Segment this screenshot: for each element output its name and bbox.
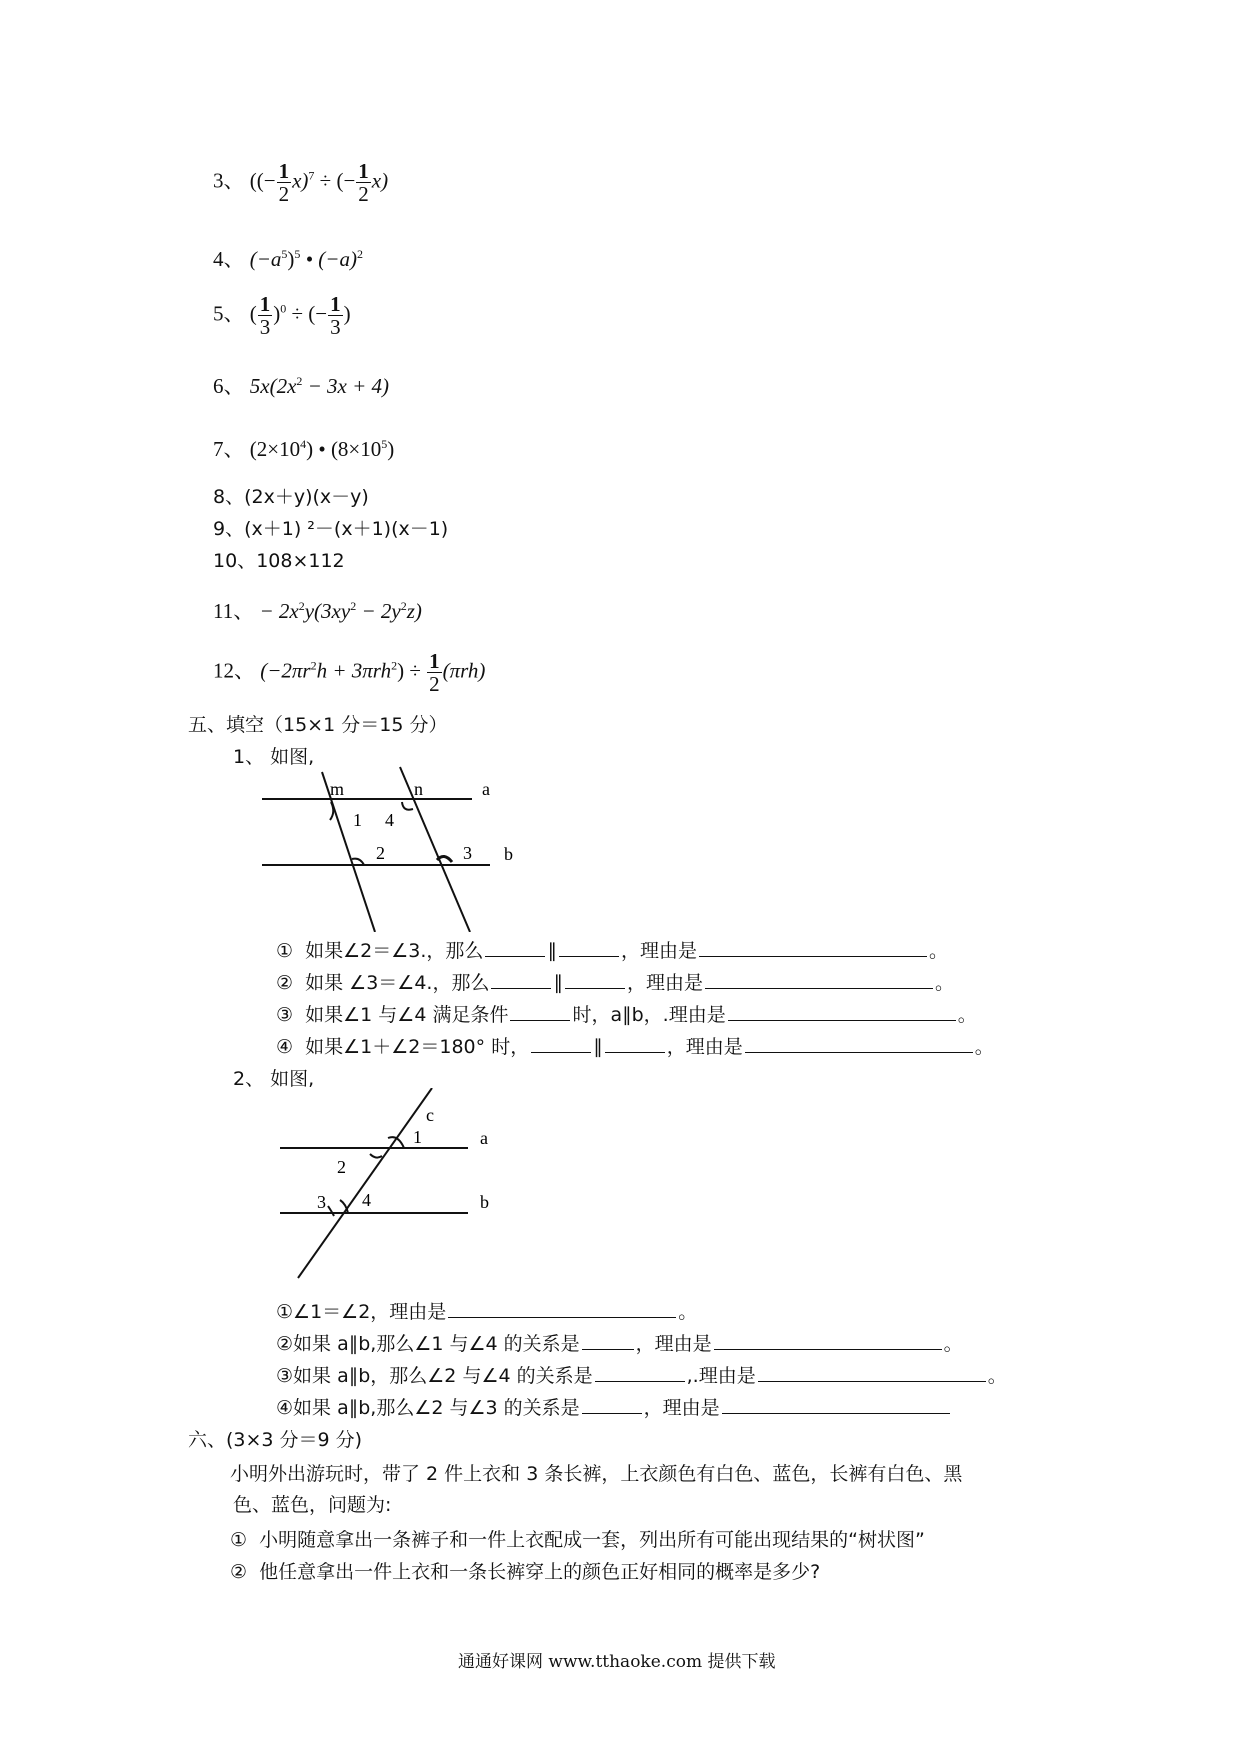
blank: [448, 1316, 676, 1318]
blank: [728, 1019, 956, 1021]
problem-4: 4、 $(-a^5)^5$ • $(-a)^2$: [213, 247, 363, 271]
q1-item-3: ③ 如果∠1 与∠4 满足条件 时，a∥b，.理由是 。: [276, 1004, 977, 1026]
problem-6: 6、 $5x(2x^2 - 3x + 4)$: [213, 374, 390, 398]
problem-8: 8、(2x＋y)(x－y): [213, 486, 369, 508]
blank: [582, 1412, 642, 1414]
figure-2-transversal: [270, 1088, 530, 1288]
label-b: b: [480, 1192, 489, 1212]
blank: [705, 987, 933, 989]
blank: [595, 1380, 685, 1382]
angle-4: 4: [362, 1190, 371, 1210]
problem-number: 8、: [213, 486, 245, 508]
angle-3: 3: [317, 1192, 326, 1212]
problem-number: 6、: [213, 374, 245, 398]
angle-3: 3: [463, 843, 472, 863]
angle-1: 1: [353, 810, 362, 830]
problem-number: 5、: [213, 301, 245, 326]
problem-number: 9、: [213, 518, 245, 540]
section-5-heading: 五、填空（15×1 分＝15 分）: [188, 714, 448, 736]
q2-item-3: ③如果 a∥b，那么∠2 与∠4 的关系是 ,.理由是 。: [276, 1365, 1007, 1387]
blank: [559, 955, 619, 957]
angle-2: 2: [337, 1157, 346, 1177]
angle-4: 4: [385, 810, 394, 830]
q2-item-1: ①∠1＝∠2，理由是 。: [276, 1301, 698, 1323]
question-1-label: 1、 如图,: [233, 746, 315, 768]
section-6-item-2: ② 他任意拿出一件上衣和一条长裤穿上的颜色正好相同的概率是多少?: [230, 1561, 821, 1583]
q1-item-2: ② 如果 ∠3＝∠4.，那么 ∥ ，理由是 。: [276, 972, 954, 994]
blank: [605, 1051, 665, 1053]
problem-number: 11、: [213, 599, 255, 623]
section-6-heading: 六、(3×3 分＝9 分): [188, 1429, 363, 1451]
blank: [531, 1051, 591, 1053]
section-6-paragraph-line-2: 色、蓝色，问题为:: [233, 1494, 392, 1516]
problem-number: 4、: [213, 247, 245, 271]
section-6-paragraph-line-1: 小明外出游玩时，带了 2 件上衣和 3 条长裤，上衣颜色有白色、蓝色，长裤有白色、黑: [230, 1463, 963, 1485]
fraction: $\frac{1}{2}$: [429, 649, 440, 697]
angle-2: 2: [376, 843, 385, 863]
fraction: $\frac{1}{3}$: [330, 292, 341, 340]
fraction: $\frac{1}{3}$: [259, 292, 271, 340]
problem-number: 3、: [213, 168, 245, 193]
blank: [582, 1348, 634, 1350]
label-m: m: [330, 779, 345, 799]
figure-1-parallel-lines: [250, 762, 550, 932]
blank: [510, 1019, 570, 1021]
problem-9: 9、(x＋1) ²－(x＋1)(x－1): [213, 518, 449, 540]
q2-item-4: ④如果 a∥b,那么∠2 与∠3 的关系是 ，理由是: [276, 1393, 952, 1420]
label-n: n: [414, 779, 423, 799]
blank: [758, 1380, 986, 1382]
problem-11: 11、 − $2x^2y(3xy^2 - 2y^2z)$: [213, 599, 422, 623]
problem-number: 7、: [213, 437, 245, 461]
blank: [565, 987, 625, 989]
blank: [491, 987, 551, 989]
fraction: $\frac{1}{2}$: [278, 159, 290, 207]
label-b: b: [504, 844, 513, 864]
problem-12: 12、 $(-2\pi r^2h + 3\pi rh^2)$ ÷ $\frac{1}{2}$ (πrh): [213, 649, 486, 697]
problem-number: 10、: [213, 550, 257, 572]
problem-10: 10、108×112: [213, 550, 345, 572]
blank: [485, 955, 545, 957]
blank: [699, 955, 927, 957]
blank: [714, 1348, 942, 1350]
problem-3: 3、 ((− $\frac{1}{2}$ x)$^7$ ÷ (− $\frac{1}{2}$ x): [213, 159, 389, 207]
section-6-item-1: ① 小明随意拿出一条裤子和一件上衣配成一套，列出所有可能出现结果的“树状图”: [230, 1529, 925, 1551]
angle-1: 1: [413, 1127, 422, 1147]
problem-number: 12、: [213, 658, 255, 683]
page-footer: 通通好课网 www.tthaoke.com 提供下载: [458, 1652, 776, 1672]
problem-7: 7、 $(2\times 10^4)$ • $(8\times 10^5)$: [213, 437, 395, 461]
problem-5: 5、 ( $\frac{1}{3}$ )$^0$ ÷ (− $\frac{1}{3}$ ): [213, 292, 351, 340]
blank: [722, 1412, 950, 1414]
question-2-label: 2、 如图,: [233, 1068, 315, 1090]
q1-item-1: ① 如果∠2＝∠3.，那么 ∥ ，理由是 。: [276, 940, 948, 962]
q2-item-2: ②如果 a∥b,那么∠1 与∠4 的关系是 ，理由是 。: [276, 1333, 963, 1355]
blank: [745, 1051, 973, 1053]
fraction: $\frac{1}{2}$: [358, 159, 369, 207]
label-c: c: [426, 1105, 434, 1125]
label-a: a: [480, 1128, 488, 1148]
label-a: a: [482, 779, 490, 799]
q1-item-4: ④ 如果∠1＋∠2＝180° 时， ∥ ，理由是 。: [276, 1036, 994, 1058]
